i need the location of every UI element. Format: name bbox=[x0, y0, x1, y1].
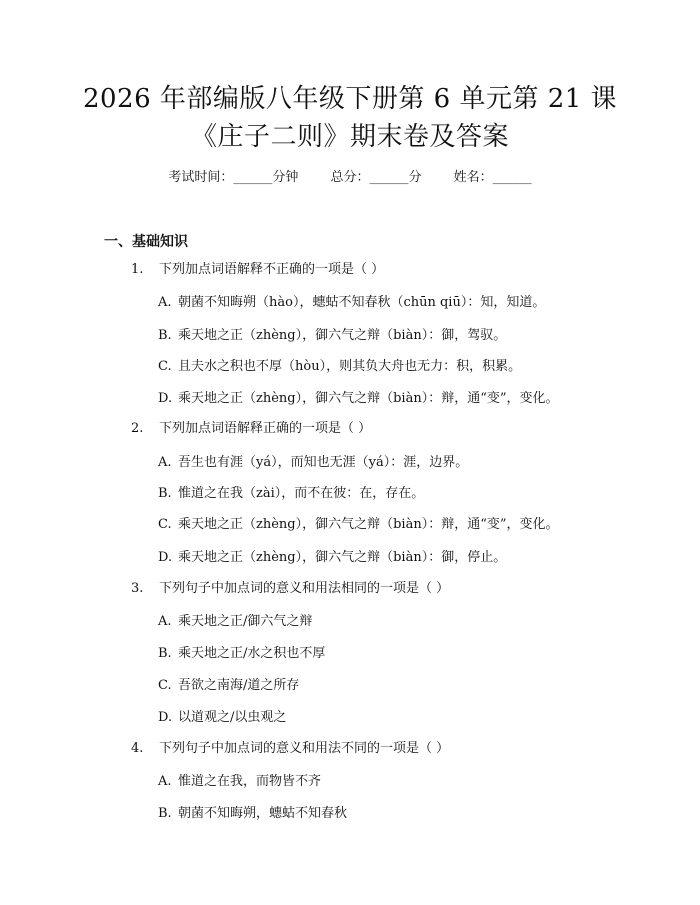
question-text: 下列加点词语解释不正确的一项是（ ） bbox=[159, 262, 385, 277]
option-letter: C. bbox=[158, 359, 172, 374]
page-title-line2: 《庄子二则》期末卷及答案 bbox=[190, 122, 509, 152]
question-text: 下列句子中加点词的意义和用法相同的一项是（ ） bbox=[159, 581, 450, 596]
question-3-option-a bbox=[158, 612, 312, 632]
question-1 bbox=[131, 260, 384, 280]
option-letter: A. bbox=[158, 614, 172, 629]
question-number: 1. bbox=[131, 262, 144, 277]
question-4 bbox=[131, 739, 449, 759]
option-text: 乘天地之正（zhèng），御六气之辩（biàn）：御，驾驭。 bbox=[178, 328, 507, 343]
option-letter: A. bbox=[158, 774, 172, 789]
question-3-option-b bbox=[158, 644, 325, 664]
option-text: 吾生也有涯（yá），而知也无涯（yá）：涯，边界。 bbox=[178, 455, 469, 470]
question-3-option-d bbox=[158, 708, 286, 728]
question-3 bbox=[131, 579, 449, 599]
option-letter: C. bbox=[158, 517, 172, 532]
option-text: 乘天地之正/御六气之辩 bbox=[178, 614, 313, 629]
option-letter: B. bbox=[158, 486, 172, 501]
question-text: 下列加点词语解释正确的一项是（ ） bbox=[159, 421, 372, 436]
option-text: 乘天地之正/水之积也不厚 bbox=[178, 646, 326, 661]
option-letter: A. bbox=[158, 455, 172, 470]
question-3-option-c bbox=[158, 676, 299, 696]
option-text: 惟道之在我（zài），而不在彼：在，存在。 bbox=[178, 486, 425, 501]
option-text: 且夫水之积也不厚（hòu），则其负大舟也无力：积，积累。 bbox=[178, 359, 522, 374]
option-letter: D. bbox=[158, 710, 173, 725]
exam-time-field: 考试时间：______分钟 bbox=[168, 170, 299, 185]
option-text: 朝菌不知晦朔，蟪蛄不知春秋 bbox=[178, 806, 348, 821]
question-number: 2. bbox=[131, 421, 144, 436]
question-1-option-c bbox=[158, 357, 521, 377]
question-1-option-d bbox=[158, 389, 559, 409]
question-2-option-d bbox=[158, 548, 506, 568]
question-2-option-c bbox=[158, 515, 559, 535]
question-2-option-a bbox=[158, 453, 468, 473]
section-title-basic-knowledge: 一、基础知识 bbox=[104, 234, 188, 250]
exam-meta bbox=[0, 168, 700, 188]
question-4-option-a bbox=[158, 772, 321, 792]
question-4-option-b bbox=[158, 804, 347, 824]
option-text: 乘天地之正（zhèng），御六气之辩（biàn）：辩，通“变”，变化。 bbox=[178, 391, 559, 406]
option-text: 吾欲之南海/道之所存 bbox=[178, 678, 300, 693]
exam-score-field: 总分：______分 bbox=[330, 170, 422, 185]
option-text: 乘天地之正（zhèng），御六气之辩（biàn）：御，停止。 bbox=[178, 550, 507, 565]
question-2-option-b bbox=[158, 484, 424, 504]
option-letter: B. bbox=[158, 646, 172, 661]
option-text: 朝菌不知晦朔（hào），蟪蛄不知春秋（chūn qiū）：知，知道。 bbox=[178, 295, 546, 310]
question-number: 3. bbox=[131, 581, 144, 596]
question-1-option-b bbox=[158, 326, 506, 346]
option-letter: C. bbox=[158, 678, 172, 693]
student-name-field: 姓名：______ bbox=[453, 170, 532, 185]
option-text: 乘天地之正（zhèng），御六气之辩（biàn）：辩，通“变”，变化。 bbox=[178, 517, 559, 532]
option-letter: D. bbox=[158, 391, 173, 406]
option-letter: B. bbox=[158, 328, 172, 343]
option-letter: A. bbox=[158, 295, 172, 310]
option-letter: B. bbox=[158, 806, 172, 821]
question-text: 下列句子中加点词的意义和用法不同的一项是（ ） bbox=[159, 741, 450, 756]
option-text: 惟道之在我，而物皆不齐 bbox=[178, 774, 322, 789]
question-1-option-a bbox=[158, 293, 545, 313]
option-text: 以道观之/以虫观之 bbox=[178, 710, 287, 725]
option-letter: D. bbox=[158, 550, 173, 565]
question-number: 4. bbox=[131, 741, 144, 756]
question-2 bbox=[131, 419, 371, 439]
page-title-line1: 2026 年部编版八年级下册第 6 单元第 21 课 bbox=[82, 84, 618, 114]
